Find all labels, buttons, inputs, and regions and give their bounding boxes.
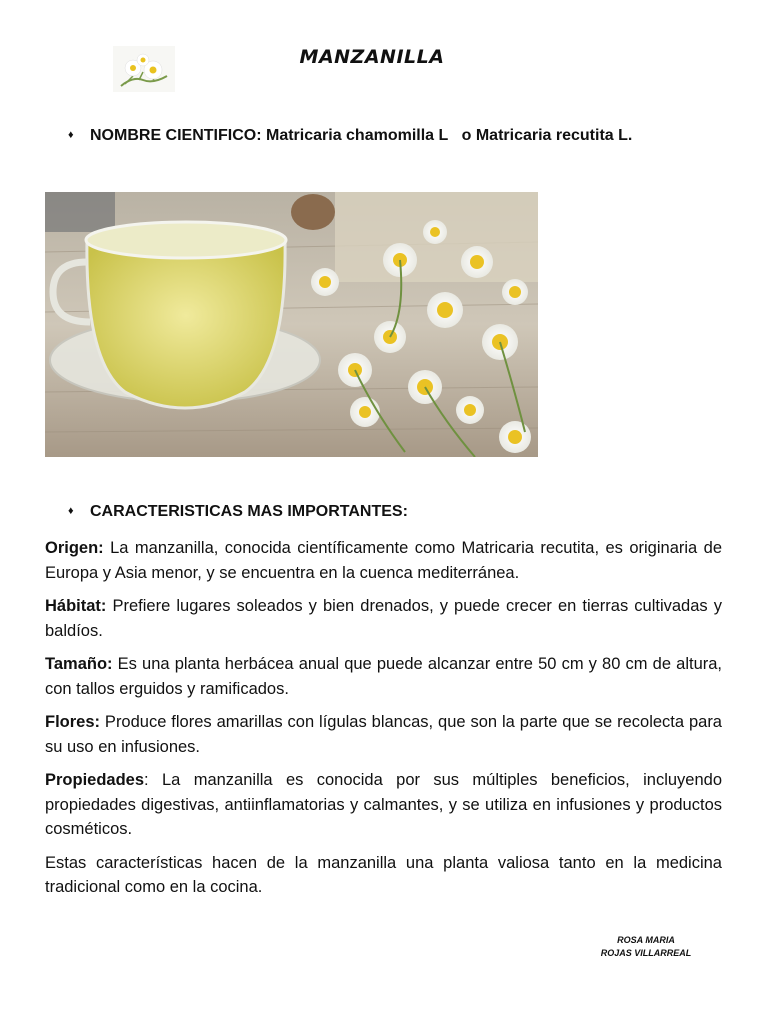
section-heading <box>68 503 408 521</box>
section-heading-text: CARACTERISTICAS MAS IMPORTANTES: <box>90 503 408 520</box>
scientific-name-alt: o Matricaria recutita L. <box>461 127 633 144</box>
author-last-name: ROJAS VILLARREAL <box>600 948 692 958</box>
definition: Prefiere lugares soleados y bien drenados, y puede crecer en tierras cultivadas y baldíos. <box>45 597 722 640</box>
characteristic-size <box>45 652 722 701</box>
definition: Produce flores amarillas con lígulas blancas, que son la parte que se recolecta para su uso en infusiones. <box>45 713 722 756</box>
author-signature <box>590 934 702 960</box>
definition: : La manzanilla es conocida por sus múltiples beneficios, incluyendo propiedades digestivas, antiinflamatorias y calmantes, y se utiliza en infusiones y productos cosméticos. <box>45 771 722 838</box>
definition: Es una planta herbácea anual que puede alcanzar entre 50 cm y 80 cm de altura, con tallos erguidos y ramificados. <box>45 655 722 698</box>
term: Propiedades <box>45 771 145 789</box>
page-title: MANZANILLA <box>299 46 445 68</box>
diamond-bullet-icon: ♦ <box>68 505 74 517</box>
conclusion-paragraph: Estas características hacen de la manzanilla una planta valiosa tanto en la medicina tradicional como en la cocina. <box>45 853 722 896</box>
characteristic-flowers <box>45 710 722 759</box>
term: Tamaño: <box>45 655 113 673</box>
author-first-name: ROSA MARIA <box>617 935 675 945</box>
term: Hábitat: <box>45 597 107 615</box>
characteristic-origin <box>45 536 722 585</box>
characteristic-properties <box>45 768 722 842</box>
chamomile-tea-photo <box>45 192 538 457</box>
scientific-name-label: NOMBRE CIENTIFICO: Matricaria chamomilla L <box>90 127 449 144</box>
characteristics-body <box>45 536 722 909</box>
term: Flores: <box>45 713 101 731</box>
term: Origen: <box>45 539 104 557</box>
diamond-bullet-icon: ♦ <box>68 129 74 141</box>
definition: La manzanilla, conocida científicamente como Matricaria recutita, es originaria de Europa y Asia menor, y se encuentra en la cuenca mediterránea. <box>45 539 722 582</box>
scientific-name-line <box>68 127 632 145</box>
characteristic-habitat <box>45 594 722 643</box>
